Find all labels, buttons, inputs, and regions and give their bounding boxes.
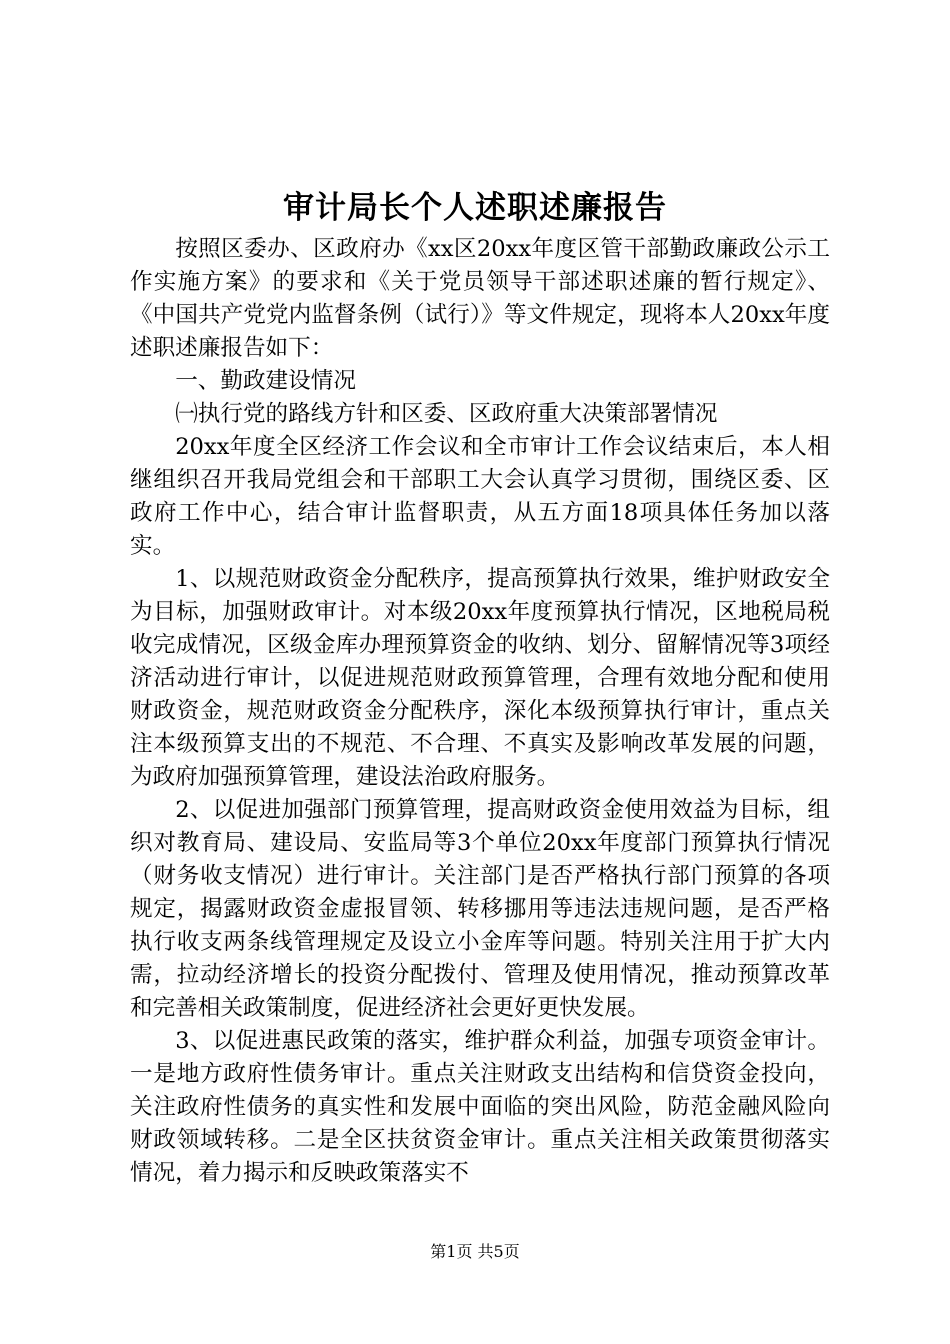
paragraph-item-1: 1、以规范财政资金分配秩序，提高预算执行效果，维护财政安全为目标，加强财政审计。对本级20xx年度预算执行情况，区地税局税收完成情况，区级金库办理预算资金的收纳、划分、留解情况等3项经济活动进行审计，以促进规范财政预算管理，合理有效地分配和使用财政资金，规范财政资金分配秩序，深化本级预算执行审计，重点关注本级预算支出的不规范、不合理、不真实及影响改革发展的问题，为政府加强预算管理，建设法治政府服务。 bbox=[130, 566, 830, 790]
section-heading-1: 一、勤政建设情况 bbox=[175, 368, 356, 394]
document-title: 审计局长个人述职述廉报告 bbox=[283, 190, 667, 226]
page-number-footer: 第1页 共5页 bbox=[430, 1242, 520, 1261]
paragraph-intro: 按照区委办、区政府办《xx区20xx年度区管干部勤政廉政公示工作实施方案》的要求和《关于党员领导干部述职述廉的暂行规定》、《中国共产党党内监督条例（试行）》等文件规定，现将本人20xx年度述职述廉报告如下： bbox=[130, 236, 830, 361]
paragraph-item-3: 3、以促进惠民政策的落实，维护群众利益，加强专项资金审计。一是地方政府性债务审计。重点关注财政支出结构和信贷资金投向，关注政府性债务的真实性和发展中面临的突出风险，防范金融风险向财政领域转移。二是全区扶贫资金审计。重点关注相关政策贯彻落实情况，着力揭示和反映政策落实不 bbox=[130, 1028, 830, 1186]
paragraph-item-2: 2、以促进加强部门预算管理，提高财政资金使用效益为目标，组织对教育局、建设局、安监局等3个单位20xx年度部门预算执行情况（财务收支情况）进行审计。关注部门是否严格执行部门预算的各项规定，揭露财政资金虚报冒领、转移挪用等违法违规问题，是否严格执行收支两条线管理规定及设立小金库等问题。特别关注用于扩大内需，拉动经济增长的投资分配拨付、管理及使用情况，推动预算改革和完善相关政策制度，促进经济社会更好更快发展。 bbox=[130, 797, 830, 1021]
document-body bbox=[130, 233, 830, 1190]
subsection-heading-1: ㈠执行党的路线方针和区委、区政府重大决策部署情况 bbox=[175, 401, 718, 427]
paragraph-overview: 20xx年度全区经济工作会议和全市审计工作会议结束后，本人相继组织召开我局党组会和干部职工大会认真学习贯彻，围绕区委、区政府工作中心，结合审计监督职责，从五方面18项具体任务加以落实。 bbox=[130, 434, 830, 559]
